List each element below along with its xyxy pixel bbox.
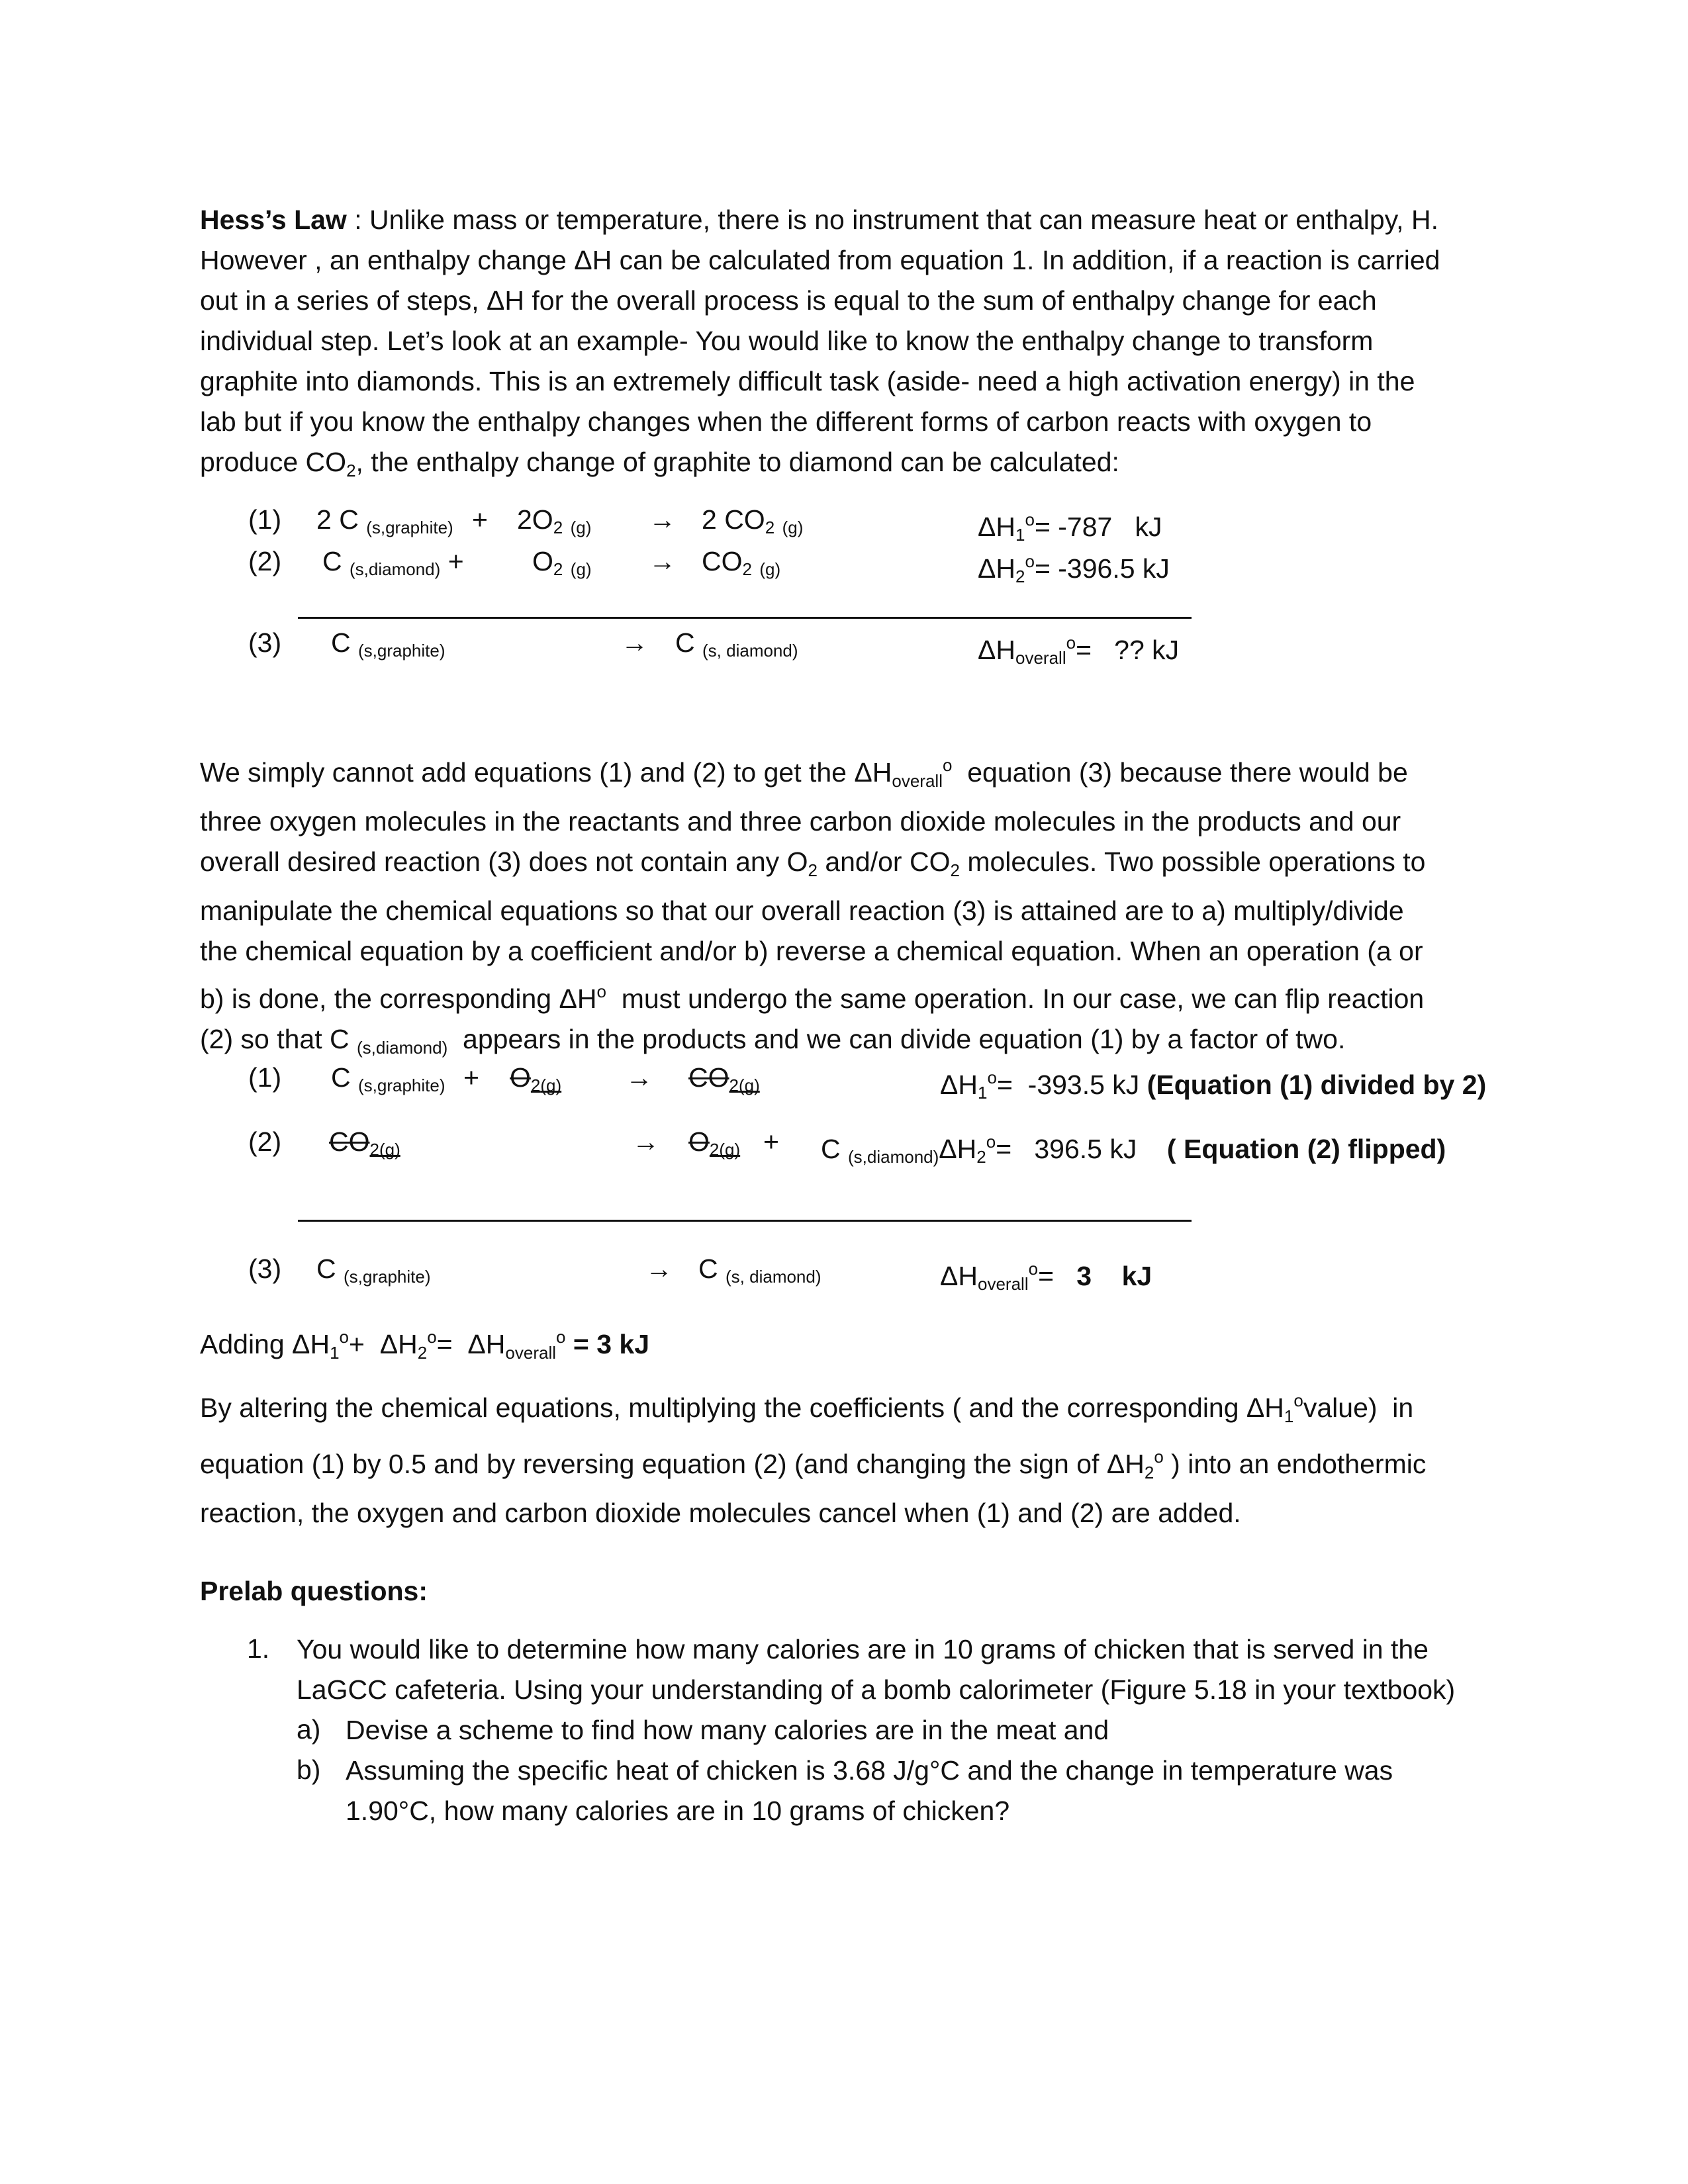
equation-reactant: C (s,graphite) xyxy=(331,627,445,660)
enthalpy-value: $\Delta H2^o= -396.5$ kJ xyxy=(978,551,1170,586)
equation-reactant: 2O2 (g) xyxy=(517,504,592,537)
intro-line xyxy=(200,442,1497,491)
enthalpy-value: ΔHoverall$^o$= 3 kJ xyxy=(940,1259,1152,1294)
intro-text: , the enthalpy change of graphite to diamond can be calculated: xyxy=(355,447,1119,477)
question-text: LaGCC cafeteria. Using your understanding of a bomb calorimeter (Figure 5.18 in your textbook) xyxy=(297,1674,1456,1705)
summary-line: By altering the chemical equations, multiplying the coefficients ( and the corresponding $\Delta H_1^ovalue$) in xyxy=(200,1390,1414,1426)
question-text: Assuming the specific heat of chicken is 3.68 J/g°C and the change in temperature was xyxy=(346,1755,1393,1786)
intro-line xyxy=(200,200,1497,240)
reaction-arrow-icon: → xyxy=(649,546,676,576)
intro-line: lab but if you know the enthalpy changes when the different forms of carbon reacts with oxygen to xyxy=(200,406,1372,437)
equation-reactant: C (s,graphite) xyxy=(316,1253,431,1287)
equation-number: (1) xyxy=(248,504,282,535)
intro-line: graphite into diamonds. This is an extremely difficult task (aside- need a high activation energy) in the xyxy=(200,366,1415,396)
question-text: You would like to determine how many calories are in 10 grams of chicken that is served in the xyxy=(297,1634,1429,1664)
subscript: 2 xyxy=(346,461,356,480)
summary-paragraph xyxy=(200,1381,1497,1533)
prelab-heading-text: Prelab questions: xyxy=(200,1576,428,1606)
equation-number: (2) xyxy=(248,1126,282,1157)
explanation-line: b) is done, the corresponding $\Delta H^o$ must undergo the same operation. In our case, we can flip reaction xyxy=(200,981,1425,1014)
equation-product: C $(s,diamond)\Delta H2^o= 396.5$ kJ ( Equation (2) flipped) xyxy=(821,1132,1446,1167)
equation-product: CO2 (g) xyxy=(702,546,781,579)
summary-line: reaction, the oxygen and carbon dioxide molecules cancel when (1) and (2) are added. xyxy=(200,1498,1241,1528)
adding-text: Adding $\Delta H_1^o+ \Delta H_2^o= \Delta H_{overall}^o = 3$ kJ xyxy=(200,1327,649,1363)
explanation-line: three oxygen molecules in the reactants and three carbon dioxide molecules in the products and our xyxy=(200,806,1401,837)
equation-number: (3) xyxy=(248,1253,282,1284)
sub-question-label: b) xyxy=(297,1754,321,1785)
equation-reactant: C (s,diamond) + xyxy=(322,546,464,579)
sub-question-label: a) xyxy=(297,1714,321,1745)
explanation-paragraph xyxy=(200,745,1497,1068)
equation-product: 2 CO2 (g) xyxy=(702,504,804,537)
enthalpy-value: ΔHoverall$^o$= ?? kJ xyxy=(978,633,1180,668)
intro-line: individual step. Let’s look at an example- You would like to know the enthalpy change to transform xyxy=(200,326,1374,356)
adding-summary-line xyxy=(200,1317,1497,1373)
question-1a xyxy=(346,1710,1471,1751)
equation-product: C (s, diamond) xyxy=(698,1253,821,1287)
explanation-line: overall desired reaction (3) does not contain any $O_2$ and/or $CO_2$ molecules. Two possible operations to xyxy=(200,846,1426,880)
reaction-arrow-icon: → xyxy=(632,1126,659,1157)
explanation-line: We simply cannot add equations (1) and (2) to get the $\Delta H_{overall}^o$ equation (3) because there would be xyxy=(200,755,1408,791)
summary-line: equation (1) by 0.5 and by reversing equation (2) (and changing the sign of $\Delta H_2^o$ ) into an endothermic xyxy=(200,1447,1427,1482)
equation-number: (1) xyxy=(248,1062,282,1093)
question-1 xyxy=(297,1629,1488,1710)
intro-text: : Unlike mass or temperature, there is no instrument that can measure heat or enthalpy, H. xyxy=(346,205,1438,235)
reaction-arrow-icon: → xyxy=(649,504,676,535)
plus-sign: + xyxy=(472,504,488,535)
question-text: Devise a scheme to find how many calories are in the meat and xyxy=(346,1715,1109,1745)
explanation-line: (2) so that C $_{(s,diamond)}$ appears in the products and we can divide equation (1) by a factor of two. xyxy=(200,1024,1346,1058)
plus-sign: + xyxy=(463,1062,479,1093)
reaction-arrow-icon: → xyxy=(645,1253,673,1284)
equation-number: (2) xyxy=(248,546,282,576)
section-heading-hess-law: Hess’s Law xyxy=(200,205,347,235)
question-number: 1. xyxy=(247,1633,270,1664)
intro-line: out in a series of steps, ΔH for the overall process is equal to the sum of enthalpy change for each xyxy=(200,285,1377,316)
reaction-arrow-icon: → xyxy=(626,1062,653,1093)
cancelled-carbon-dioxide: CO2(g) xyxy=(329,1126,400,1160)
equation-reactant: O2 (g) xyxy=(532,546,592,579)
cancelled-oxygen: O2(g) xyxy=(510,1062,562,1095)
prelab-heading xyxy=(200,1571,1497,1612)
explanation-line: the chemical equation by a coefficient and/or b) reverse a chemical equation. When an operation (a or xyxy=(200,936,1423,966)
explanation-line: manipulate the chemical equations so that our overall reaction (3) is attained are to a) multiply/divide xyxy=(200,895,1404,926)
reaction-arrow-icon: → xyxy=(621,627,648,658)
intro-line: However , an enthalpy change ΔH can be calculated from equation 1. In addition, if a reaction is carried xyxy=(200,245,1440,275)
plus-sign: + xyxy=(763,1126,779,1157)
sum-rule-line xyxy=(298,1220,1192,1222)
intro-paragraph xyxy=(200,200,1497,491)
intro-text: produce CO xyxy=(200,447,347,477)
enthalpy-value: $\Delta H1^o= -393.5$ kJ (Equation (1) divided by 2) xyxy=(940,1068,1487,1103)
cancelled-oxygen: O2(g) xyxy=(688,1126,741,1160)
enthalpy-value: $\Delta H1^o= -787$ kJ xyxy=(978,510,1162,545)
question-text: 1.90°C, how many calories are in 10 grams of chicken? xyxy=(346,1796,1010,1826)
sum-rule-line xyxy=(298,617,1192,619)
equation-reactant: C (s,graphite) xyxy=(331,1062,445,1095)
equation-product: C (s, diamond) xyxy=(675,627,798,660)
equation-reactant: 2 C (s,graphite) xyxy=(316,504,453,537)
equation-number: (3) xyxy=(248,627,282,658)
cancelled-carbon-dioxide: CO2(g) xyxy=(688,1062,760,1095)
question-1b xyxy=(346,1751,1471,1831)
